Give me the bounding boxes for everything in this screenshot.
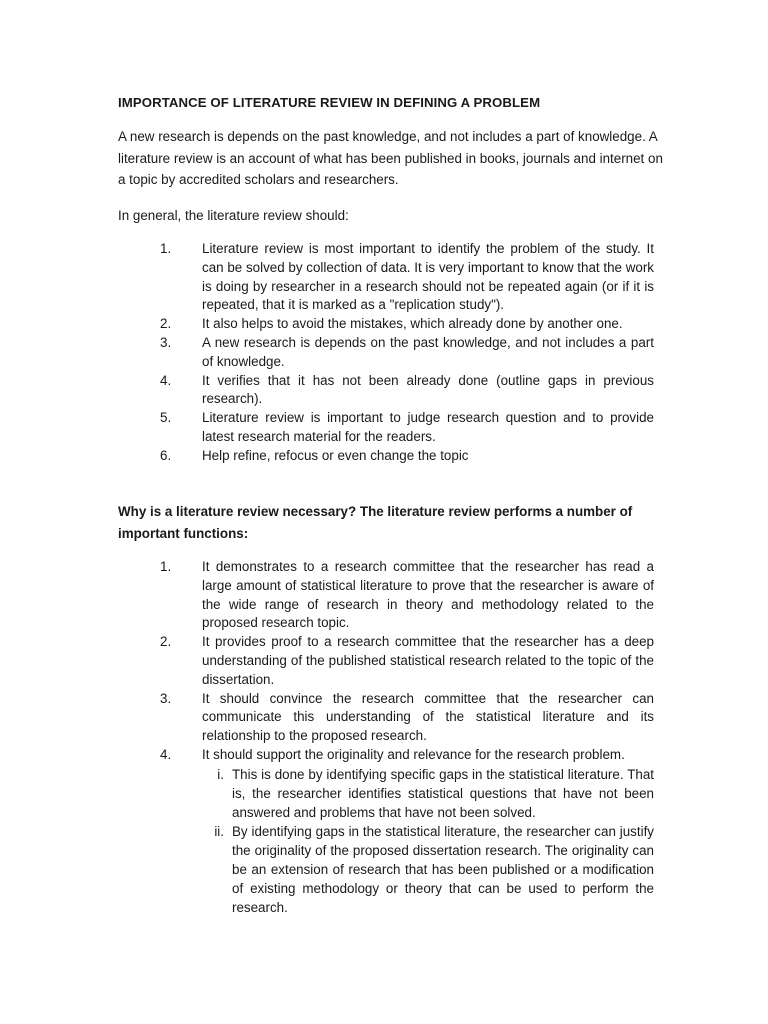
list-text: It should convince the research committee that the researcher can communicate this understanding of the statistical literature and its relationship to the proposed research. [202,690,654,744]
list-item [118,633,654,689]
sub-list-number: i. [217,766,224,782]
list-number: 2. [160,634,172,650]
sub-list-text: This is done by identifying specific gaps in the statistical literature. That is, the researcher identifies statistical questions that have not been answered and problems that have not been solved. [232,766,654,820]
list-item [118,334,654,372]
functions-list [118,558,654,917]
list-item [118,447,654,466]
list-item [118,240,654,315]
list-text: Help refine, refocus or even change the topic [202,447,469,463]
list-number: 1. [160,241,172,256]
list-item [118,372,654,410]
list-number: 3. [160,334,172,350]
sub-list-item [118,822,654,917]
sub-list-item [118,765,654,822]
list-item [118,558,654,633]
list-text: It also helps to avoid the mistakes, which already done by another one. [202,316,623,332]
list-item [118,409,654,447]
sub-list-text: By identifying gaps in the statistical literature, the researcher can justify the originality of the proposed dissertation research. The originality can be an extension of research that has been published or a modification of existing methodology or theory that can be used to perform the research. [232,823,654,915]
list-number: 1. [160,559,172,574]
list-text: Literature review is most important to identify the problem of the study. It can be solved by collection of data. It is very important to know that the work is doing by researcher in a research should not be repeated again (or if it is repeated, that it is marked as a "replication study"). [202,241,654,313]
list-number: 2. [160,316,172,332]
list-number: 6. [160,447,172,463]
list-item [118,690,654,746]
list-number: 4. [160,746,172,762]
list-item [118,746,654,765]
list-text: It demonstrates to a research committee that the researcher has read a large amount of statistical literature to prove that the researcher is aware of the wide range of research in theory and methodology related to the proposed research topic. [202,559,654,631]
list-number: 5. [160,410,172,426]
list-text: It provides proof to a research committee that the researcher has a deep understanding of the published statistical research related to the topic of the dissertation. [202,634,654,687]
list-text: It verifies that it has not been already done (outline gaps in previous research). [202,372,654,407]
sub-list-number: ii. [214,823,224,839]
list-item [118,315,654,334]
general-paragraph: In general, the literature review should: [118,208,349,223]
list-number: 3. [160,690,172,706]
list-text: Literature review is important to judge research question and to provide latest research material for the readers. [202,410,654,444]
list-text: It should support the originality and relevance for the research problem. [202,746,625,762]
intro-paragraph: A new research is depends on the past knowledge, and not includes a part of knowledge. A literature review is an account of what has been published in books, journals and internet on a topic by accredited scholars and researchers. [118,129,663,187]
list-number: 4. [160,372,172,388]
section-heading: Why is a literature review necessary? The literature review performs a number of important functions: [118,504,633,541]
importance-list [118,240,654,466]
list-text: A new research is depends on the past knowledge, and not includes a part of knowledge. [202,334,654,369]
page-title: IMPORTANCE OF LITERATURE REVIEW IN DEFINING A PROBLEM [118,95,541,110]
